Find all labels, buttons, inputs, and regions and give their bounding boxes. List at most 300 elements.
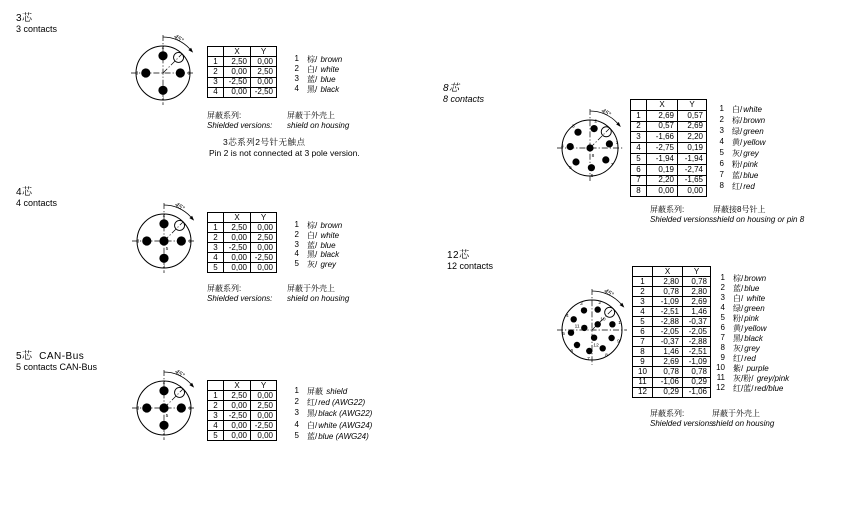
wire-color-text: [307, 397, 365, 408]
wire-color-en: black: [320, 250, 340, 260]
coords-header-cell: Y: [251, 381, 277, 391]
wire-color-cn: 蓝: [307, 431, 315, 441]
wire-color-separator: /: [741, 314, 744, 323]
pin-number-label: 4: [161, 97, 165, 103]
coords-header-cell: X: [224, 47, 251, 57]
table-row: [631, 132, 707, 143]
wire-color-item: [711, 148, 765, 159]
wire-color-en: green: [743, 127, 764, 136]
wire-color-item: [712, 363, 789, 373]
wire-color-cn: 棕: [307, 221, 315, 230]
wire-color-separator: /: [315, 55, 320, 64]
coordinate-value-cell: 0,29: [683, 377, 711, 387]
wire-number: 8: [719, 181, 724, 190]
wire-color-item: [712, 283, 789, 293]
coords-header-cell: X: [224, 381, 251, 391]
coords-header-cell: Y: [251, 213, 277, 223]
coordinate-value-cell: 0,00: [251, 431, 277, 441]
wire-color-text: [732, 181, 755, 192]
wire-color-cn: 红: [732, 182, 740, 191]
wire-color-item: [711, 104, 765, 115]
wire-color-en: brown: [743, 116, 766, 125]
pin-number-label: 3: [135, 71, 139, 77]
pin-number-label: 1: [615, 140, 619, 146]
coordinate-value-cell: 0,00: [224, 87, 251, 97]
s12-pin-coordinates-table: [632, 266, 711, 398]
wire-color-cn: 蓝: [307, 75, 315, 84]
wire-color-separator: /: [741, 294, 746, 303]
coordinate-value-cell: 0,00: [251, 391, 277, 401]
wire-color-cn: 白: [732, 105, 740, 114]
coordinate-value-cell: -2,75: [647, 143, 678, 154]
table-row: [208, 391, 277, 401]
s3-section-title: [16, 13, 57, 34]
table-row: [208, 253, 277, 263]
pin-number-cell: 2: [208, 67, 224, 77]
table-row: [631, 186, 707, 197]
coordinate-value-cell: 0,00: [224, 233, 251, 243]
pin-number-label: 1: [188, 239, 192, 245]
pin-number-cell: 3: [631, 132, 647, 143]
coordinate-value-cell: -0,37: [653, 337, 683, 347]
pin-number-cell: 1: [631, 110, 647, 121]
wire-color-separator: /: [741, 284, 744, 293]
pin-number-cell: 4: [633, 307, 653, 317]
pin-number-cell: 1: [208, 391, 224, 401]
wire-number: 5: [294, 259, 299, 269]
keying-notch-circle: [175, 220, 185, 230]
wire-color-cn: 棕: [307, 55, 315, 64]
wire-color-separator: /: [740, 182, 743, 191]
wire-color-cn: 灰: [733, 344, 741, 353]
wire-color-separator: /: [741, 334, 744, 343]
pin-contact-4: [159, 254, 168, 263]
wire-color-cn: 红/蓝: [733, 384, 752, 393]
wire-number: 2: [294, 397, 299, 407]
wire-color-cn: 灰: [307, 260, 315, 270]
coordinate-value-cell: -2,88: [683, 337, 711, 347]
wire-color-item: [711, 126, 765, 137]
wire-color-cn: 绿: [733, 304, 741, 313]
pin-contact-9: [608, 335, 614, 341]
angle-45-label: 45°: [172, 33, 185, 45]
s8-shield-location-note: [713, 205, 804, 225]
coordinate-value-cell: 0,19: [678, 143, 707, 154]
pin-contact-2: [159, 219, 168, 228]
wire-color-separator: /: [741, 324, 744, 333]
s8-title-en: 8 contacts: [443, 94, 485, 104]
wire-number: 5: [294, 430, 299, 440]
shielded-versions-en: Shielded versions:: [650, 215, 716, 224]
wire-color-item: [286, 397, 372, 408]
wire-color-cn: 黑: [307, 85, 315, 94]
wire-number: 4: [719, 137, 724, 146]
wire-color-item: [711, 170, 765, 181]
coords-header-cell: Y: [251, 47, 277, 57]
wire-color-separator: /: [315, 75, 320, 84]
wire-color-en: red: [743, 182, 755, 191]
wire-color-en: white: [320, 65, 340, 74]
s12-shield-location-note: [712, 409, 774, 429]
pin-contact-6: [588, 164, 595, 171]
wire-color-separator: /: [315, 409, 318, 419]
coords-header-cell: [208, 213, 224, 223]
pin-number-cell: 6: [631, 164, 647, 175]
s5-connector-face-diagram: [116, 351, 220, 451]
s4-wire-color-list: [286, 220, 342, 269]
pin-number-cell: 3: [208, 243, 224, 253]
wire-color-en: blue: [320, 240, 336, 250]
coordinate-value-cell: -1,09: [683, 357, 711, 367]
wire-color-separator: /: [740, 171, 743, 180]
coordinate-value-cell: 0,57: [647, 121, 678, 132]
pin-number-label: 9: [617, 339, 620, 345]
coordinate-value-cell: 0,78: [653, 367, 683, 377]
wire-color-separator: /: [741, 274, 744, 283]
coordinate-value-cell: -1,06: [653, 377, 683, 387]
pin-number-cell: 4: [208, 421, 224, 431]
wire-color-item: [286, 54, 342, 64]
coordinate-value-cell: -1,94: [678, 153, 707, 164]
coordinate-value-cell: 2,50: [251, 401, 277, 411]
wire-number: 9: [720, 353, 725, 362]
wire-number: 3: [294, 74, 299, 83]
coordinate-value-cell: 1,46: [683, 307, 711, 317]
wire-color-en: green: [744, 304, 765, 313]
wire-color-item: [712, 373, 789, 383]
wire-color-item: [286, 408, 372, 419]
pin-number-cell: 4: [631, 143, 647, 154]
pin-contact-2: [591, 125, 598, 132]
wire-color-en: brown: [744, 274, 767, 283]
wire-color-cn: 灰: [732, 149, 740, 158]
wire-color-en: white (AWG24): [318, 420, 373, 430]
angle-45-label: 45°: [173, 368, 186, 380]
pin2-note-cn: 3芯系列2号针无触点: [223, 137, 306, 147]
wire-color-text: [732, 115, 765, 126]
s5-section-title: [16, 351, 97, 372]
wire-color-cn: 棕: [733, 274, 741, 283]
wire-color-separator: /: [315, 240, 320, 250]
pin-number-cell: 5: [631, 153, 647, 164]
wire-color-item: [286, 230, 342, 240]
wire-color-text: [307, 84, 339, 95]
pin-contact-2: [159, 386, 168, 395]
wire-number: 4: [720, 303, 725, 312]
wire-color-text: [307, 386, 347, 397]
wire-color-en: grey/pink: [756, 374, 790, 383]
wire-color-separator: /: [315, 221, 320, 230]
wire-number: 1: [720, 273, 725, 282]
coordinate-value-cell: 2,69: [647, 110, 678, 121]
wire-number: 2: [294, 64, 299, 73]
wire-number: 4: [294, 419, 299, 429]
wire-color-separator: /: [740, 138, 743, 147]
coordinate-value-cell: -2,51: [683, 347, 711, 357]
table-row: [633, 377, 711, 387]
wire-color-cn: 屏蔽: [307, 387, 323, 396]
pin-contact-3: [581, 307, 587, 313]
pin-number-label: 4: [162, 265, 166, 271]
coordinate-value-cell: 0,78: [683, 367, 711, 377]
shield-location-en: shield on housing: [287, 294, 350, 303]
pin-contact-4: [571, 316, 577, 322]
coordinate-value-cell: -1,94: [647, 153, 678, 164]
wire-color-separator: /: [315, 420, 318, 430]
wire-color-cn: 黑: [307, 409, 315, 419]
wire-color-cn: 黄: [732, 138, 740, 147]
coordinate-value-cell: -2,05: [653, 327, 683, 337]
pin-number-label: 7: [610, 163, 614, 169]
shielded-versions-cn: 屏蔽系列:: [207, 111, 242, 120]
wire-color-cn: 紫: [733, 364, 741, 373]
table-row: [631, 175, 707, 186]
s3-title-cn: 3芯: [16, 13, 33, 24]
pin-number-cell: 8: [633, 347, 653, 357]
wire-color-en: purple: [746, 364, 769, 373]
coordinate-value-cell: 0,00: [647, 186, 678, 197]
pin-contact-3: [574, 129, 581, 136]
wire-number: 3: [719, 126, 724, 135]
wire-color-separator: /: [315, 85, 320, 94]
wire-color-item: [712, 353, 789, 363]
wire-number: 1: [719, 104, 724, 113]
wire-color-cn: 黑: [733, 334, 741, 343]
wire-color-en: black: [320, 85, 340, 94]
wire-color-item: [286, 240, 342, 250]
s12-title-cn: 12芯: [447, 250, 470, 261]
coordinate-value-cell: 2,50: [251, 233, 277, 243]
coordinate-value-cell: 0,00: [251, 263, 277, 273]
pin-number-label: 5: [165, 414, 169, 420]
wire-color-cn: 棕: [732, 116, 740, 125]
coordinate-value-cell: -2,51: [653, 307, 683, 317]
pin-contact-4: [567, 143, 574, 150]
wire-number: 3: [294, 239, 299, 249]
pin-number-cell: 5: [208, 263, 224, 273]
pin-number-label: 8: [591, 154, 595, 160]
wire-color-cn: 蓝: [732, 171, 740, 180]
s5-title-cn: 5芯 CAN-Bus: [16, 351, 85, 362]
wire-color-separator: /: [740, 105, 743, 114]
wire-color-en: grey: [743, 149, 759, 158]
wire-color-item: [286, 259, 342, 269]
pin-contact-7: [586, 348, 592, 354]
angle-45-label: 45°: [173, 201, 186, 213]
wire-color-item: [712, 343, 789, 353]
table-row: [633, 347, 711, 357]
pin-contact-5: [568, 330, 574, 336]
wire-color-en: blue: [320, 75, 336, 84]
wire-color-cn: 白: [307, 420, 315, 430]
wire-color-text: [307, 420, 372, 431]
coords-header-cell: X: [647, 100, 678, 111]
s8-section-title: [443, 83, 484, 104]
wire-color-en: black: [744, 334, 763, 343]
pin-contact-3: [142, 403, 151, 412]
coordinate-value-cell: 2,69: [683, 297, 711, 307]
table-row: [633, 387, 711, 397]
wire-color-cn: 白: [307, 230, 315, 240]
pin-number-label: 3: [136, 406, 140, 412]
coordinate-value-cell: -1,06: [683, 387, 711, 397]
shield-location-cn: 屏蔽接8号针上: [713, 205, 766, 214]
wire-color-en: blue (AWG24): [318, 431, 369, 441]
wire-color-text: [732, 137, 765, 148]
shield-location-cn: 屏蔽于外壳上: [712, 409, 760, 418]
wire-color-text: [307, 408, 372, 419]
s3-connector-face-diagram: [115, 16, 219, 116]
table-row: [208, 263, 277, 273]
pin-number-label: 2: [598, 301, 602, 306]
coords-header-cell: Y: [678, 100, 707, 111]
pin-number-label: 5: [165, 247, 169, 253]
table-row: [633, 367, 711, 377]
wire-number: 4: [294, 84, 299, 93]
pin-number-label: 2: [594, 119, 598, 125]
wire-color-en: white: [743, 105, 762, 114]
shielded-versions-cn: 屏蔽系列:: [650, 205, 685, 214]
coordinate-value-cell: 0,00: [224, 401, 251, 411]
wire-color-text: [732, 148, 759, 159]
pin-number-cell: 2: [631, 121, 647, 132]
wire-color-separator: [323, 387, 325, 396]
coordinate-value-cell: -2,50: [251, 421, 277, 431]
wire-color-separator: /: [315, 260, 320, 270]
table-row: [208, 67, 277, 77]
coordinate-value-cell: 0,00: [224, 431, 251, 441]
coords-header-cell: [208, 47, 224, 57]
pin-number-label: 4: [565, 314, 569, 320]
s4-connector-face-diagram: [116, 184, 220, 284]
shield-location-en: shield on housing: [712, 419, 775, 428]
wire-color-en: yellow: [743, 138, 766, 147]
coordinate-value-cell: -2,50: [251, 87, 277, 97]
pin-number-label: 1: [187, 71, 191, 77]
s12-title-en: 12 contacts: [447, 261, 494, 271]
s3-wire-color-list: [286, 54, 342, 94]
wire-number: 1: [294, 220, 299, 229]
wire-color-en: shield: [326, 387, 348, 396]
wire-color-cn: 粉: [732, 160, 740, 169]
coordinate-value-cell: -2,50: [224, 243, 251, 253]
coordinate-value-cell: 0,00: [251, 411, 277, 421]
s4-section-title: [16, 187, 57, 208]
wire-color-text: [732, 159, 758, 170]
coordinate-value-cell: 0,57: [678, 110, 707, 121]
wire-color-text: [732, 126, 764, 137]
pin-number-cell: 5: [633, 317, 653, 327]
pin-number-cell: 1: [208, 57, 224, 67]
pin-number-label: 11: [574, 324, 580, 330]
table-row: [208, 77, 277, 87]
wire-color-cn: 红: [307, 398, 315, 408]
wire-color-cn: 黑: [307, 250, 315, 260]
pin-number-cell: 1: [633, 277, 653, 287]
s4-shield-location-note: [287, 284, 349, 304]
shield-location-cn: 屏蔽于外壳上: [287, 111, 335, 120]
wire-color-item: [711, 181, 765, 192]
table-row: [208, 401, 277, 411]
wire-color-en: pink: [743, 160, 758, 169]
pin-contact-7: [602, 156, 609, 163]
coordinate-value-cell: -2,50: [224, 411, 251, 421]
shielded-versions-cn: 屏蔽系列:: [650, 409, 685, 418]
coordinate-value-cell: -2,50: [224, 77, 251, 87]
wire-number: 3: [720, 293, 725, 302]
pin-contact-3: [142, 236, 151, 245]
coordinate-value-cell: 0,78: [653, 287, 683, 297]
wire-color-cn: 粉: [733, 314, 741, 323]
coordinate-value-cell: -2,88: [653, 317, 683, 327]
coordinate-value-cell: -2,74: [678, 164, 707, 175]
coordinate-value-cell: 0,00: [224, 263, 251, 273]
table-row: [208, 233, 277, 243]
s3-pin-coordinates-table: [207, 46, 277, 98]
wire-color-cn: 白: [307, 65, 315, 74]
pin-number-cell: 6: [633, 327, 653, 337]
wire-color-item: [712, 313, 789, 323]
s4-title-cn: 4芯: [16, 187, 33, 198]
wire-color-separator: /: [741, 354, 744, 363]
coordinate-value-cell: 0,29: [653, 387, 683, 397]
wire-color-en: red/blue: [754, 384, 784, 393]
shielded-versions-cn: 屏蔽系列:: [207, 284, 242, 293]
wire-color-separator: /: [741, 364, 746, 373]
pin-number-label: 4: [561, 144, 564, 150]
coordinate-value-cell: 2,20: [678, 132, 707, 143]
shielded-versions-en: Shielded versions:: [650, 419, 716, 428]
wire-color-text: [307, 259, 336, 270]
coords-header-cell: [208, 381, 224, 391]
shield-location-cn: 屏蔽于外壳上: [287, 284, 335, 293]
pin-contact-4: [159, 421, 168, 430]
pin-number-cell: 3: [208, 411, 224, 421]
wire-color-item: [286, 249, 342, 259]
s8-wire-color-list: [711, 104, 765, 192]
coordinate-value-cell: 0,78: [683, 277, 711, 287]
coordinate-value-cell: -2,05: [683, 327, 711, 337]
wire-color-separator: /: [741, 304, 744, 313]
table-row: [208, 243, 277, 253]
coordinate-value-cell: 0,19: [647, 164, 678, 175]
pin-number-label: 8: [605, 353, 608, 359]
pin-contact-8: [600, 345, 606, 351]
wire-color-separator: /: [315, 230, 320, 240]
pin-number-label: 3: [579, 302, 583, 308]
wire-number: 6: [719, 159, 724, 168]
wire-color-item: [286, 220, 342, 230]
shielded-versions-en: Shielded versions:: [207, 294, 273, 303]
wire-color-item: [712, 383, 789, 393]
table-row: [631, 153, 707, 164]
wire-color-separator: /: [740, 116, 743, 125]
s5-wire-color-list: [286, 386, 372, 442]
table-row: [633, 337, 711, 347]
wire-number: 5: [719, 148, 724, 157]
wire-number: 7: [719, 170, 724, 179]
wire-color-item: [286, 64, 342, 74]
table-row: [631, 110, 707, 121]
wire-color-cn: 白: [733, 294, 741, 303]
table-row: [633, 307, 711, 317]
table-row: [633, 297, 711, 307]
pin-number-label: 2: [162, 213, 166, 219]
pin-number-cell: 7: [633, 337, 653, 347]
pin-number-label: 10: [600, 317, 606, 323]
wire-color-item: [712, 303, 789, 313]
wire-number: 2: [719, 115, 724, 124]
